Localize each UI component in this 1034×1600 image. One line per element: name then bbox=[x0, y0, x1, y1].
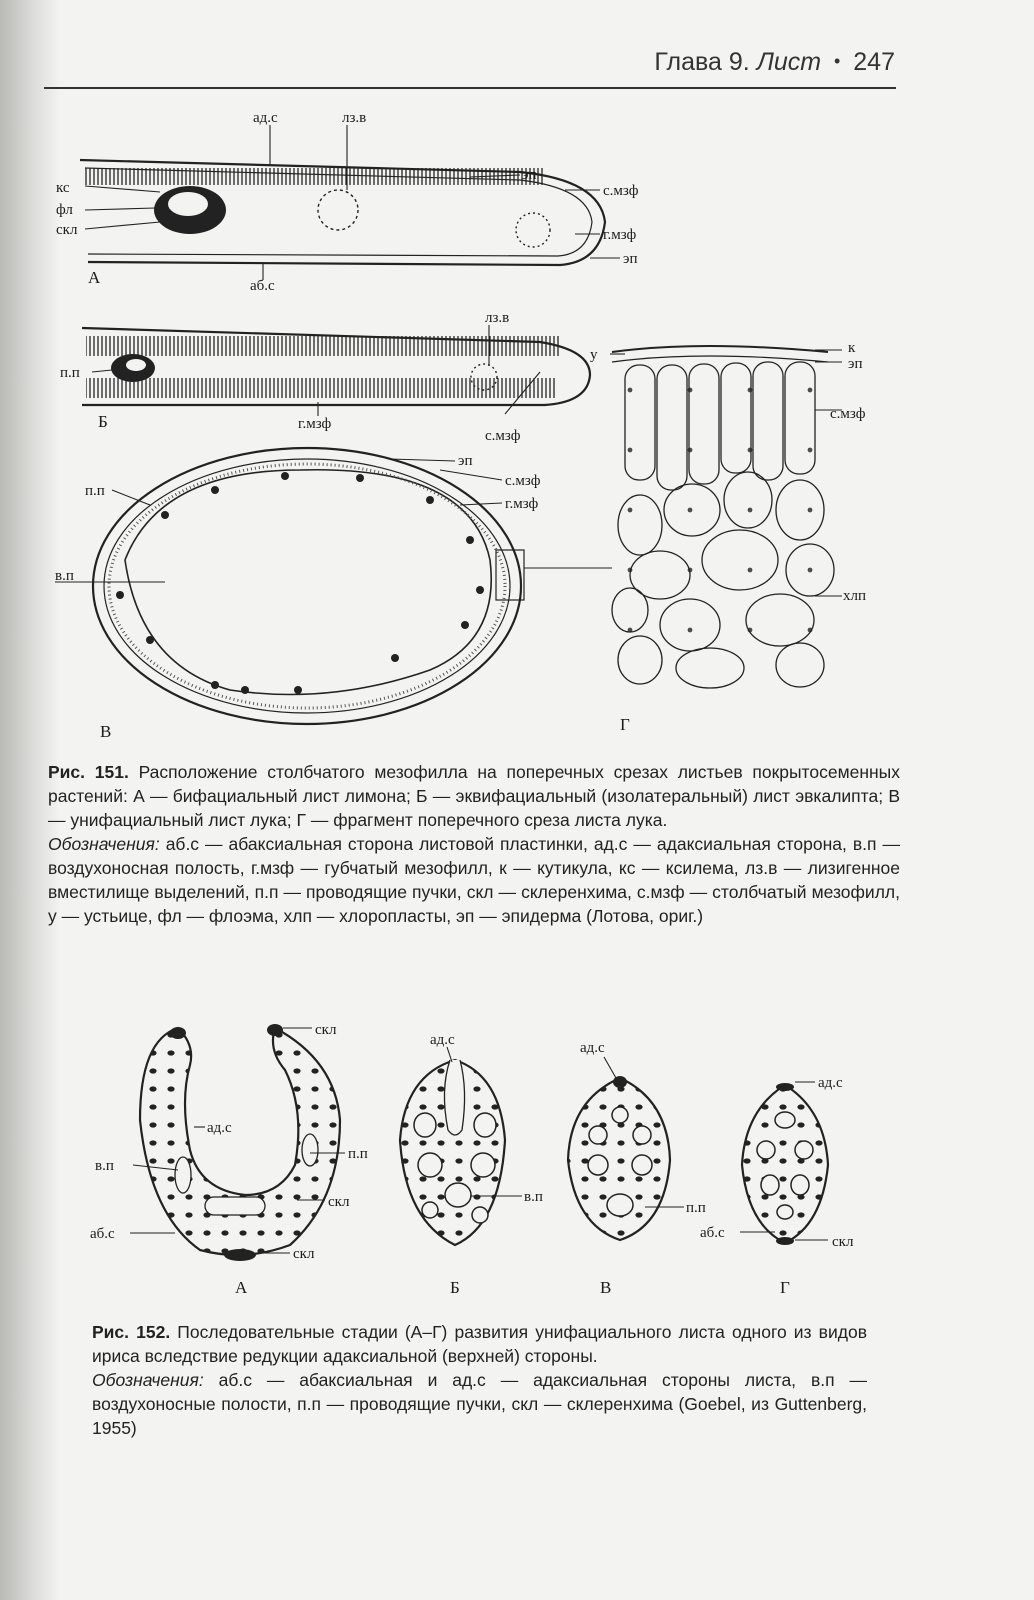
fig151-panel-a bbox=[56, 110, 639, 294]
fig151-panel-b bbox=[60, 310, 590, 444]
label-lz-v: лз.в bbox=[342, 110, 367, 126]
panel-letter-a: А bbox=[235, 1278, 248, 1297]
secretory-cavity bbox=[318, 190, 358, 230]
label-hlp: хлп bbox=[843, 588, 867, 604]
panel-letter-v: В bbox=[600, 1278, 612, 1297]
label-p-p: п.п bbox=[348, 1146, 368, 1162]
label-ep-top: эп bbox=[522, 167, 537, 183]
label-skl-mid: скл bbox=[328, 1194, 350, 1210]
label-g-mzf: г.мзф bbox=[298, 416, 332, 432]
figure-number: Рис. 151. bbox=[48, 762, 129, 782]
label-s-mzf: с.мзф bbox=[603, 183, 639, 199]
bullet-icon: • bbox=[834, 51, 841, 71]
caption-text: Расположение столбчатого мезофилла на поперечных срезах листьев покрытосеменных растений: А — бифациальный лист лимона; Б — эквифациальный (изолатеральный) лист эвкалипта; В — унифациальный лист лука; Г — фрагмент поперечного среза листа лука. bbox=[48, 762, 900, 830]
label-ab-s: аб.с bbox=[90, 1226, 115, 1242]
fig152-stage-g bbox=[700, 1075, 854, 1297]
notes-label: Обозначения: bbox=[92, 1370, 204, 1390]
panel-letter-g: Г bbox=[620, 715, 630, 734]
label-s-mzf: с.мзф bbox=[485, 428, 521, 444]
label-u: у bbox=[590, 347, 598, 363]
label-ks: кс bbox=[56, 180, 70, 196]
panel-letter-b: Б bbox=[98, 412, 108, 431]
label-p-p: п.п bbox=[85, 483, 105, 499]
label-p-p: п.п bbox=[60, 365, 80, 381]
label-p-p: п.п bbox=[686, 1200, 706, 1216]
label-ab-s: аб.с bbox=[250, 278, 275, 294]
chapter-number: Глава 9. bbox=[654, 48, 750, 76]
caption-notes: аб.с — абаксиальная и ад.с — адаксиальная стороны листа, в.п — воздухоносные полости, п.п — проводящие пучки, скл — склеренхима bbox=[92, 1370, 867, 1414]
label-ad-s: ад.с bbox=[430, 1032, 455, 1048]
caption-source: (Лотова, ориг.) bbox=[586, 906, 704, 926]
label-ad-s: ад.с bbox=[580, 1040, 605, 1056]
label-v-p: в.п bbox=[55, 568, 74, 584]
label-g-mzf: г.мзф bbox=[603, 227, 637, 243]
fig152-stage-b bbox=[400, 1032, 543, 1297]
label-skl-top: скл bbox=[315, 1022, 337, 1038]
page-number: 247 bbox=[853, 48, 895, 76]
caption-source: (Goebel, из Guttenberg, 1955) bbox=[92, 1394, 867, 1438]
label-ep-bottom: эп bbox=[623, 251, 638, 267]
label-skl: скл bbox=[56, 222, 78, 238]
caption-notes: аб.с — абаксиальная сторона листовой пластинки, ад.с — адаксиальная сторона, в.п — воздухоносная полость, г.мзф — губчатый мезофилл, к — кутикула, кс — ксилема, лз.в — лизигенное вместилище выделений, п.п — проводящие пучки, скл — склеренхима, с.мзф — столбчатый мезофилл, у — устьице, фл — флоэма, хлп — хлоропласты, эп — эпидерма bbox=[48, 834, 900, 926]
label-skl: скл bbox=[832, 1234, 854, 1250]
label-g-mzf: г.мзф bbox=[505, 496, 539, 512]
notes-label: Обозначения: bbox=[48, 834, 160, 854]
label-v-p: в.п bbox=[524, 1189, 543, 1205]
figure-number: Рис. 152. bbox=[92, 1322, 171, 1342]
caption-151 bbox=[48, 760, 900, 928]
panel-letter-a: А bbox=[88, 268, 101, 287]
label-ab-s: аб.с bbox=[700, 1225, 725, 1241]
panel-letter-b: Б bbox=[450, 1278, 460, 1297]
caption-152 bbox=[92, 1320, 867, 1440]
label-lz-v: лз.в bbox=[485, 310, 510, 326]
figure-151 bbox=[0, 0, 1034, 760]
fig151-panel-v bbox=[55, 448, 612, 741]
label-ad-s: ад.с bbox=[207, 1120, 232, 1136]
label-v-p: в.п bbox=[95, 1158, 114, 1174]
panel-letter-v: В bbox=[100, 722, 112, 741]
figure-152 bbox=[0, 1010, 1034, 1300]
chapter-title: Лист bbox=[756, 48, 822, 76]
label-skl-bottom: скл bbox=[293, 1246, 315, 1262]
panel-letter-g: Г bbox=[780, 1278, 790, 1297]
label-s-mzf: с.мзф bbox=[505, 473, 541, 489]
label-ep: эп bbox=[458, 453, 473, 469]
label-ad-s: ад.с bbox=[818, 1075, 843, 1091]
label-k: к bbox=[848, 340, 856, 356]
label-ad-s: ад.с bbox=[253, 110, 278, 126]
fig151-panel-g bbox=[590, 340, 866, 734]
fig152-stage-a bbox=[90, 1022, 368, 1297]
label-ep: эп bbox=[848, 356, 863, 372]
fig152-stage-v bbox=[568, 1040, 706, 1297]
label-fl: фл bbox=[56, 202, 73, 218]
caption-text: Последовательные стадии (А–Г) развития унифациального листа одного из видов ириса вследствие редукции адаксиальной (верхней) стороны. bbox=[92, 1322, 867, 1366]
label-s-mzf: с.мзф bbox=[830, 406, 866, 422]
